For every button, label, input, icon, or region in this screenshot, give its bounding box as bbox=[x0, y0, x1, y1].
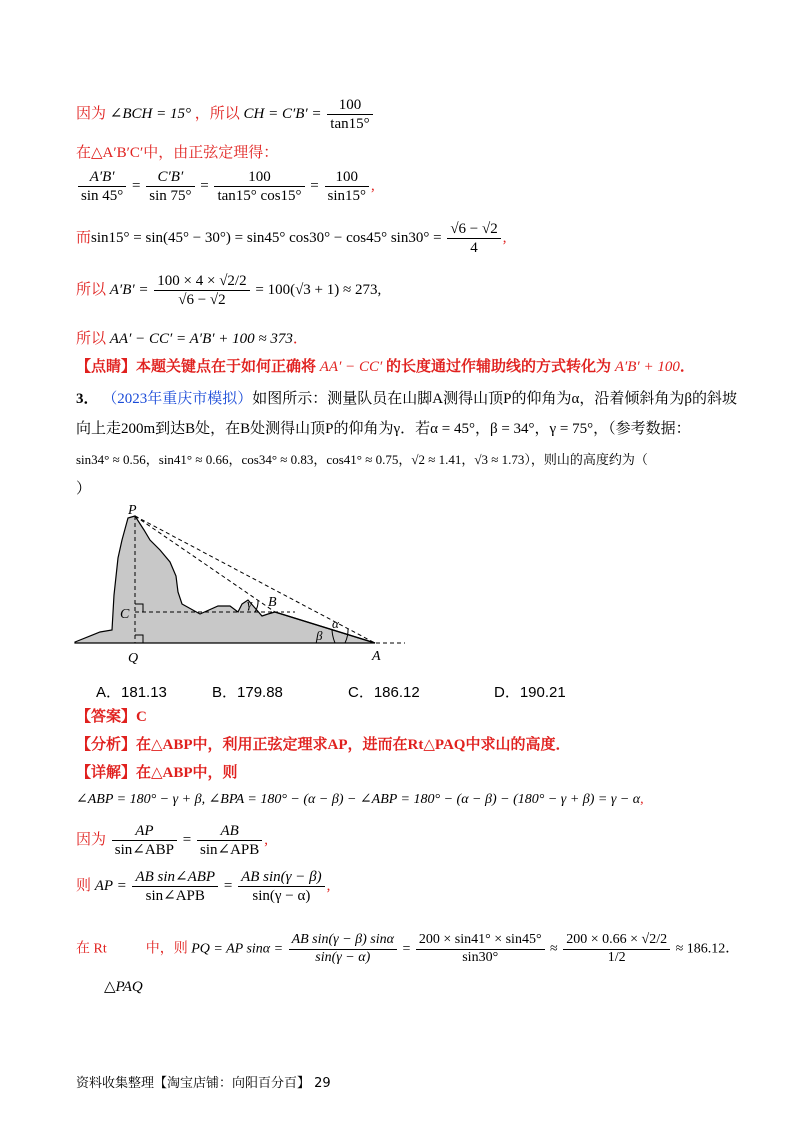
option-d[interactable]: D．190.21 bbox=[494, 684, 566, 701]
math: ∠ABP = 180° − γ + β, ∠BPA = 180° − (α − β) − ∠ABP = 180° − (α − β) − (180° − γ + β) = γ − α bbox=[76, 792, 641, 807]
fraction bbox=[112, 822, 177, 859]
text: 【点睛】本题关键点在于如何正确将 bbox=[76, 359, 317, 375]
math: ∠BCH = 15° bbox=[109, 105, 191, 122]
math: PQ = AP sinα = bbox=[191, 941, 284, 957]
option-c[interactable]: C．186.12 bbox=[348, 684, 420, 701]
denominator: tan15° bbox=[330, 116, 370, 132]
label-C: C bbox=[120, 607, 130, 622]
numerator: C′B′ bbox=[146, 168, 194, 187]
fraction bbox=[238, 868, 325, 905]
denominator: sin∠APB bbox=[145, 888, 205, 904]
denominator: sin30° bbox=[462, 949, 499, 965]
question-source: （2023年重庆市模拟） bbox=[102, 391, 253, 407]
text: 的长度通过作辅助线的方式转化为 bbox=[386, 359, 612, 375]
numerator: AB sin∠ABP bbox=[132, 868, 218, 887]
footer: 资料收集整理【淘宝店铺：向阳百分百】 29 bbox=[76, 1076, 331, 1091]
fraction bbox=[132, 868, 218, 905]
detail-4: 在 Rt 中，则 PQ = AP sinα = $\frac{\text{AB sin(γ − β) sinα}}{\sin(\gamma - \alpha)}$ = $\frac{200 \times \sin 41^\circ \times \sin 45^\circ}{\sin 30^\circ}$ ≈ $\frac{200 \times 0.66 \times √2/2}{1/2}$ ≈ 186.12． bbox=[76, 932, 740, 965]
label-Q: Q bbox=[128, 651, 139, 666]
numerator: AB bbox=[197, 822, 262, 841]
denominator: 4 bbox=[470, 240, 478, 256]
question-line-1 bbox=[76, 390, 737, 408]
numerator: 100 × 4 × √2/2 bbox=[154, 272, 249, 291]
math: A′B′ + 100 bbox=[614, 359, 680, 375]
option-b[interactable]: B．179.88 bbox=[212, 684, 283, 701]
triangle-PAQ: △PAQ bbox=[104, 979, 143, 995]
detail-3: 则 AP = $\frac{\text{AB sin∠ABP}}{\text{sin∠APB}}$ = $\frac{\text{AB sin(γ − β)}}{\sin(\gamma - \alpha)}$ , bbox=[76, 869, 331, 904]
denominator: sin 45° bbox=[81, 188, 124, 204]
math: sin15° = sin(45° − 30°) = sin45° cos30° − cos45° sin30° = bbox=[91, 229, 442, 246]
numerator: AB sin(γ − β) bbox=[238, 868, 325, 887]
line-2: 在△A′B′C′中，由正弦定理得： bbox=[76, 145, 279, 161]
mountain-figure bbox=[70, 500, 410, 670]
text: 因为 bbox=[76, 105, 107, 122]
fraction bbox=[214, 168, 304, 205]
label-P: P bbox=[128, 503, 137, 518]
line-3: $\frac{A'B'}{\sin 45^\circ}$ = $\frac{C'B'}{\sin 75^\circ}$ = $\frac{100}{\tan 15^\circ \cos 15^\circ}$ = $\frac{100}{\sin 15^\circ}$ , bbox=[76, 168, 375, 205]
text: 在 Rt bbox=[76, 941, 107, 957]
numerator: 200 × 0.66 × √2/2 bbox=[563, 932, 670, 950]
label-gamma: γ bbox=[247, 596, 253, 611]
denominator: sin(γ − α) bbox=[315, 949, 371, 965]
numerator: A′B′ bbox=[78, 168, 126, 187]
numerator: 100 bbox=[214, 168, 304, 187]
mountain-shape bbox=[75, 516, 375, 643]
text: 所以 bbox=[76, 281, 107, 298]
fraction bbox=[197, 822, 262, 859]
text: 中，则 bbox=[145, 941, 188, 957]
fraction bbox=[325, 168, 370, 205]
line-6: 所以 AA′ − CC′ = A′B′ + 100 ≈ 373． bbox=[76, 331, 308, 347]
math: AA′ − CC′ = A′B′ + 100 ≈ 373 bbox=[109, 331, 293, 347]
numerator: AP bbox=[112, 822, 177, 841]
denominator: sin∠ABP bbox=[114, 842, 175, 858]
denominator: sin15° bbox=[327, 188, 367, 204]
text: 如图所示：测量队员在山脚A测得山顶P的仰角为α，沿着倾斜角为β的斜坡 bbox=[252, 391, 737, 407]
answer-line: 【答案】C bbox=[76, 709, 147, 725]
denominator: √6 − √2 bbox=[178, 292, 226, 308]
math: = 100(√3 + 1) ≈ 273, bbox=[255, 281, 382, 298]
line-4: 而sin15° = sin(45° − 30°) = sin45° cos30° − cos45° sin30° = $\frac{√6 - √2}{4}$ , bbox=[76, 221, 507, 256]
fraction bbox=[563, 932, 670, 967]
text: 而 bbox=[76, 229, 92, 246]
math: ≈ 186.12 bbox=[675, 941, 726, 957]
denominator: sin 75° bbox=[149, 188, 192, 204]
text: 所以 bbox=[76, 331, 107, 347]
detail-line: 【详解】在△ABP中，则 bbox=[76, 765, 238, 781]
math: AP = bbox=[94, 877, 127, 894]
math: A′B′ = bbox=[109, 281, 149, 298]
label-A: A bbox=[372, 649, 381, 664]
label-beta: β bbox=[316, 628, 323, 643]
detail-2: 因为 $\frac{AP}{\text{sin∠ABP}}$ = $\frac{AB}{\text{sin∠APB}}$ , bbox=[76, 823, 269, 858]
question-line-4: ） bbox=[76, 481, 92, 497]
text: 因为 bbox=[76, 831, 107, 848]
fraction bbox=[447, 220, 500, 257]
fraction bbox=[154, 272, 249, 309]
math: AA′ − CC′ bbox=[319, 359, 383, 375]
label-B: B bbox=[268, 595, 277, 610]
math: CH = C′B′ = bbox=[243, 105, 322, 122]
numerator: 100 bbox=[325, 168, 370, 187]
numerator: 100 bbox=[327, 96, 372, 115]
question-number: 3． bbox=[76, 391, 99, 407]
detail-1: ∠ABP = 180° − γ + β, ∠BPA = 180° − (α − β) − ∠ABP = 180° − (α − β) − (180° − γ + β) = γ − α, bbox=[76, 792, 644, 807]
numerator: √6 − √2 bbox=[447, 220, 500, 239]
question-line-3: sin34° ≈ 0.56，sin41° ≈ 0.66，cos34° ≈ 0.83，cos41° ≈ 0.75，√2 ≈ 1.41，√3 ≈ 1.73），则山的高度约为（ bbox=[76, 452, 648, 467]
analysis-line: 【分析】在△ABP中，利用正弦定理求AP，进而在Rt△PAQ中求山的高度． bbox=[76, 737, 571, 753]
fraction bbox=[146, 168, 194, 205]
line-5 bbox=[76, 272, 381, 309]
label-alpha: α bbox=[332, 616, 339, 631]
fraction bbox=[327, 96, 372, 133]
denominator: sin(γ − α) bbox=[252, 888, 311, 904]
fraction bbox=[78, 168, 126, 205]
numerator: AB sin(γ − β) sinα bbox=[289, 932, 397, 950]
denominator: tan15° cos15° bbox=[217, 188, 302, 204]
tip-line: 【点睛】本题关键点在于如何正确将 AA′ − CC′ 的长度通过作辅助线的方式转化为 A′B′ + 100． bbox=[76, 359, 695, 375]
text: ，所以 bbox=[194, 105, 240, 122]
denominator: sin∠APB bbox=[200, 842, 260, 858]
fraction bbox=[289, 932, 397, 967]
text: 则 bbox=[76, 877, 92, 894]
option-a[interactable]: A．181.13 bbox=[96, 684, 167, 701]
denominator: 1/2 bbox=[607, 949, 626, 965]
numerator: 200 × sin41° × sin45° bbox=[416, 932, 545, 950]
question-line-2: 向上走200m到达B处，在B处测得山顶P的仰角为γ．若α = 45°，β = 34°，γ = 75°，（参考数据： bbox=[76, 421, 691, 437]
line-1 bbox=[76, 96, 375, 133]
fraction bbox=[416, 932, 545, 967]
